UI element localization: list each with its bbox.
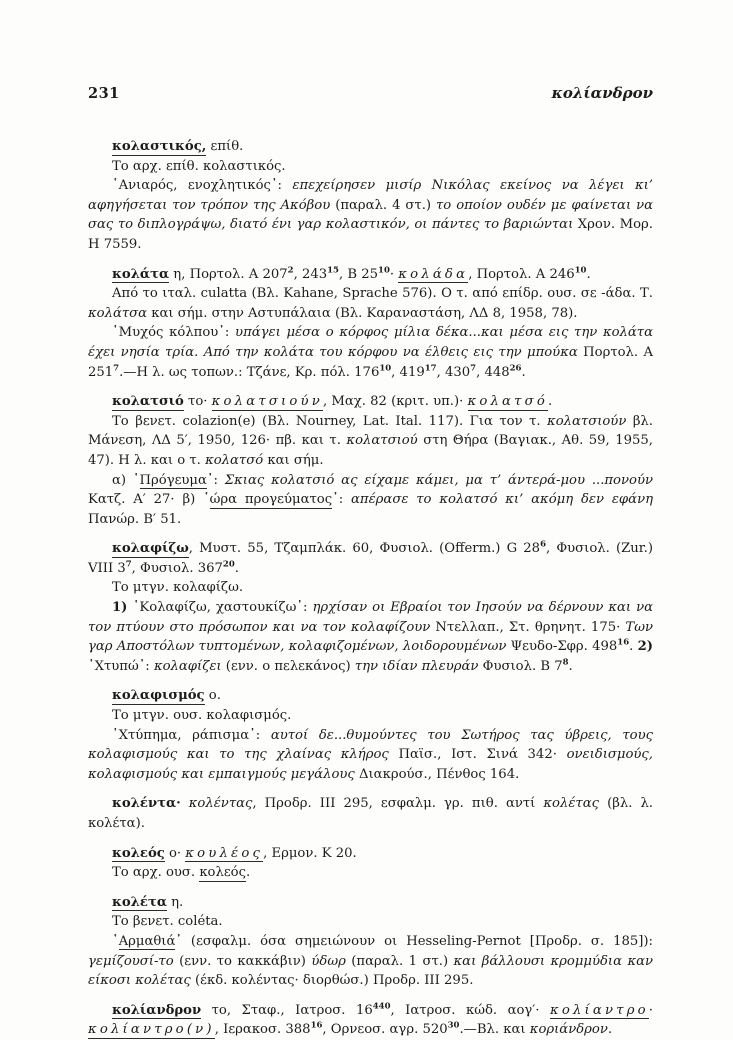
- plain-segment: ῾Κολαφίζω, χαστουκίζω᾿:: [132, 600, 313, 616]
- plain-segment: και σήμ.: [267, 452, 324, 468]
- italic-segment: υπάγει μέσα ο κόρφος μίλια δέκα...και μέσα εις την κολάτα έχει νησία τρία. Από την κολάτα του κόρφου να έλθεις εις την μπούκα: [88, 325, 653, 360]
- italic-segment: κοριάνδρον: [529, 1022, 608, 1038]
- plain-segment: η, Πορτολ. Α 207: [169, 266, 288, 282]
- paragraph: [88, 863, 653, 883]
- sup-segment: 30: [447, 1020, 460, 1031]
- paragraph: [88, 706, 653, 726]
- plain-segment: (έκδ. κολέντας· διορθώσ.) Προδρ. III 295.: [195, 973, 474, 989]
- plain-segment: .: [548, 394, 553, 410]
- plain-segment: η.: [166, 894, 184, 910]
- bold-segment: κολέντα·: [112, 796, 181, 812]
- plain-segment: , Φυσιολ. 367: [131, 560, 223, 576]
- paragraph: [88, 726, 653, 785]
- italic-segment: γεμίζουσί-το: [88, 953, 180, 969]
- paragraph: [88, 539, 653, 578]
- plain-segment: Κατζ. Α′ 27· β) ῾: [88, 492, 210, 508]
- plain-segment: .: [607, 1022, 613, 1038]
- plain-segment: , Πορτολ. Α 246: [468, 266, 575, 282]
- bold-segment: 1): [112, 600, 133, 616]
- italic-segment: απέρασε το κολατσό κι’ ακόμη δεν εφάνη: [351, 492, 653, 508]
- italic-segment: κολέτας: [543, 796, 608, 812]
- italic-segment: κολατσιού: [346, 433, 424, 449]
- plain-segment: το, Σταφ., Ιατροσ. 16: [201, 1002, 373, 1018]
- plain-segment: ᾿:: [332, 492, 352, 508]
- sup-segment: 10: [379, 363, 392, 374]
- plain-segment: ·: [389, 266, 399, 282]
- dictionary-entry: [88, 686, 653, 784]
- plain-segment: βλ. Μάνεση, ΛΔ 5′, 1950, 126· πβ. και τ.: [88, 413, 653, 449]
- entries-container: [88, 137, 653, 1040]
- page-number: 231: [88, 85, 120, 102]
- paragraph: [88, 844, 653, 864]
- spaced-segment: κολατσιούν: [211, 394, 323, 410]
- paragraph: [88, 323, 653, 382]
- plain-segment: , 448: [476, 364, 510, 380]
- plain-segment: Το αρχ. επίθ. κολαστικός.: [112, 158, 286, 174]
- plain-segment: Χρον. Μορ. Η 7559.: [88, 217, 653, 252]
- italic-segment: κολατσό: [205, 452, 268, 468]
- plain-segment: ῾: [112, 933, 119, 949]
- italic-segment: την ιδίαν πλευράν: [354, 658, 483, 674]
- sup-segment: 16: [310, 1020, 323, 1031]
- plain-segment: ῾Μυχός κόλπου᾿:: [112, 325, 236, 341]
- plain-segment: Διακρούσ., Πένθος 164.: [358, 766, 520, 782]
- italic-segment: κολατσιούν: [547, 413, 633, 429]
- plain-segment: .: [521, 364, 526, 380]
- sup-segment: 15: [327, 265, 339, 276]
- plain-segment: , Β 25: [338, 266, 379, 282]
- head-segment: κολίανδρον: [112, 1002, 202, 1018]
- head-segment: κολεός: [112, 845, 165, 861]
- sup-segment: 7: [470, 363, 477, 374]
- paragraph: [88, 598, 653, 676]
- under-segment: Πρόγευμα: [139, 472, 207, 488]
- plain-segment: ῾Χτυπώ᾿:: [88, 658, 154, 674]
- italic-segment: Των γαρ Αποστόλων τυπτομένων, κολαφιζομένων, λοιδορουμένων: [88, 619, 653, 655]
- plain-segment: ο·: [164, 845, 186, 861]
- under-segment: Αρμαθιά: [118, 933, 176, 949]
- head-segment: κολαστικός,: [112, 139, 207, 154]
- plain-segment: , 419: [391, 364, 425, 380]
- plain-segment: .: [246, 865, 251, 881]
- sup-segment: 10: [574, 265, 587, 276]
- head-segment: κολαφισμός: [112, 688, 205, 704]
- plain-segment: , 430: [436, 364, 471, 380]
- sup-segment: 7: [125, 559, 132, 570]
- spaced-segment: κουλέος: [185, 845, 264, 861]
- sup-segment: 20: [222, 559, 235, 570]
- italic-segment: κολαφίζει: [153, 658, 226, 674]
- plain-segment: Ντελλαπ., Στ. θρηνητ. 175·: [435, 619, 626, 635]
- paragraph: [88, 265, 653, 285]
- plain-segment: Το μτγν. ουσ. κολαφισμός.: [112, 708, 292, 724]
- sup-segment: 17: [424, 363, 437, 374]
- sup-segment: 16: [617, 637, 630, 648]
- plain-segment: Πορτολ. Α 251: [88, 344, 653, 380]
- plain-segment: (ενν. το κακκάβιν): [179, 953, 312, 969]
- spaced-segment: κολατσό: [467, 394, 549, 410]
- plain-segment: (παραλ. 4 στ.): [335, 197, 436, 213]
- plain-segment: Από το ιταλ. culatta (Βλ. Kahane, Sprache 576). Ο τ. από επίδρ. ουσ. σε -άδα. Τ.: [112, 286, 653, 302]
- plain-segment: .: [586, 266, 591, 282]
- italic-segment: και βάλλουσι κρομμύδια καν είκοσι κολέτας: [88, 953, 654, 989]
- head-segment: κολάτα: [112, 266, 170, 282]
- plain-segment: , Ιατροσ. κώδ. αογ′·: [390, 1002, 550, 1018]
- running-head: κολίανδρον: [551, 84, 653, 102]
- plain-segment: Το αρχ. ουσ.: [112, 865, 200, 881]
- plain-segment: ῾Ανιαρός, ενοχλητικός᾿:: [112, 178, 293, 194]
- plain-segment: .: [234, 560, 239, 576]
- plain-segment: ·: [648, 1002, 653, 1018]
- under-segment: ώρα προγεύματος: [209, 492, 333, 508]
- plain-segment: , Μυστ. 55, Τζαμπλάκ. 60, Φυσιολ. (Offerm.) G 28: [188, 541, 541, 557]
- plain-segment: .—Βλ. και: [459, 1022, 530, 1038]
- plain-segment: ῾Χτύπημα, ράπισμα᾿:: [112, 727, 271, 743]
- spaced-segment: κολάδα: [398, 266, 469, 282]
- plain-segment: , 243: [293, 266, 328, 282]
- sup-segment: 10: [378, 265, 390, 276]
- dictionary-entry: [88, 539, 653, 676]
- italic-segment: ύδωρ: [311, 953, 352, 969]
- dictionary-entry: [88, 844, 653, 883]
- spaced-segment: κολίαντρο: [549, 1002, 649, 1018]
- dictionary-entry: [88, 794, 653, 833]
- plain-segment: (παραλ. 1 στ.): [351, 953, 454, 969]
- paragraph: [88, 176, 653, 254]
- italic-segment: το οποίον ουδέν με φαίνεται να σας το διπλογράψω, διατό ένι γαρ κολαστικόν, οι πάντες το βαριώνται: [88, 197, 654, 233]
- plain-segment: ο.: [204, 688, 221, 704]
- plain-segment: , Φυσιολ. (Zur.) VIII 3: [88, 541, 653, 576]
- paragraph: [88, 284, 653, 323]
- page-header: [88, 84, 653, 102]
- under-segment: κολεός: [199, 865, 247, 881]
- plain-segment: , Μαχ. 82 (κριτ. υπ.)·: [322, 394, 468, 410]
- italic-segment: κολέντας: [188, 796, 253, 812]
- paragraph: [88, 392, 653, 412]
- paragraph: [88, 686, 653, 706]
- paragraph: [88, 794, 653, 833]
- sup-segment: 6: [540, 539, 546, 550]
- sup-segment: 440: [372, 1001, 391, 1012]
- plain-segment: Πανώρ. Β′ 51.: [88, 511, 182, 527]
- plain-segment: στη Θήρα (Βαγιακ., Αθ. 59, 1955, 47). Η λ. και ο τ.: [88, 433, 653, 468]
- plain-segment: .: [629, 639, 638, 655]
- plain-segment: Ψευδο-Σφρ. 498: [510, 639, 618, 655]
- plain-segment: (ενν. ο πελεκάνος): [225, 658, 355, 674]
- plain-segment: ᾿:: [206, 472, 225, 488]
- plain-segment: .—Η λ. ως τοπων.: Τζάνε, Κρ. πόλ. 176: [119, 364, 380, 380]
- head-segment: κολατσιό: [112, 394, 184, 410]
- plain-segment: (βλ. λ. κολέτα).: [88, 796, 654, 831]
- paragraph: [88, 1001, 653, 1040]
- plain-segment: , Ερμον. Κ 20.: [263, 845, 357, 861]
- sup-segment: 8: [562, 657, 569, 668]
- dictionary-entry: [88, 893, 653, 991]
- head-segment: κολέτα: [112, 894, 167, 910]
- sup-segment: 2: [287, 265, 294, 276]
- italic-segment: ονειδισμούς, κολαφισμούς και εμπαιγμούς μεγάλους: [88, 747, 653, 782]
- paragraph: [88, 893, 653, 913]
- italic-segment: Σκιας κολατσιό ας είχαμε κάμει, μα τ’ άντερά-μου ...πονούν: [224, 472, 653, 488]
- paragraph: [88, 412, 653, 471]
- paragraph: [88, 157, 653, 177]
- paragraph: [88, 912, 653, 932]
- paragraph: [88, 932, 653, 991]
- italic-segment: αυτοί δε...θυμούντες του Σωτήρος τας ύβρεις, τους κολαφισμούς και το της χλαίνας κλήρος: [88, 727, 653, 763]
- plain-segment: Το μτγν. κολαφίζω.: [112, 580, 244, 596]
- plain-segment: [181, 796, 189, 811]
- plain-segment: , Ιερακοσ. 388: [214, 1022, 311, 1038]
- plain-segment: , Ορνεοσ. αγρ. 520: [322, 1022, 448, 1038]
- plain-segment: επίθ.: [206, 139, 244, 154]
- plain-segment: α) ῾: [112, 472, 140, 488]
- spaced-segment: κολίαντρο(ν): [88, 1022, 215, 1038]
- plain-segment: .: [568, 658, 573, 674]
- plain-segment: Φυσιολ. Β 7: [482, 658, 563, 674]
- dictionary-entry: [88, 265, 653, 383]
- paragraph: [88, 137, 653, 157]
- plain-segment: ᾿ (εσφαλμ. όσα σημειώνουν οι Hesseling-Pernot [Προδρ. σ. 185]):: [175, 933, 653, 949]
- plain-segment: , Προδρ. III 295, εσφαλμ. γρ. πιθ. αντί: [252, 796, 544, 812]
- italic-segment: ηρχίσαν οι Εβραίοι τον Ιησούν να δέρνουν και να τον πτύουν στο πρόσωπον και να τον κολαφίζουν: [88, 600, 654, 635]
- sup-segment: 26: [509, 363, 522, 374]
- italic-segment: κολάτσα: [88, 305, 152, 321]
- head-segment: κολαφίζω: [112, 541, 189, 557]
- paragraph: [88, 471, 653, 530]
- bold-segment: 2): [637, 639, 654, 655]
- sup-segment: 7: [113, 363, 120, 374]
- italic-segment: επεχείρησεν μισίρ Νικόλας εκείνος να λέγει κι’ αφηγήσεται τον τρόπον της Ακόβου: [88, 178, 653, 213]
- dictionary-entry: [88, 1001, 653, 1040]
- plain-segment: Το βενετ. coléta.: [112, 914, 223, 930]
- plain-segment: και σήμ. στην Αστυπάλαια (Βλ. Καραναστάση, ΛΔ 8, 1958, 78).: [151, 305, 578, 321]
- paragraph: [88, 578, 653, 598]
- plain-segment: το·: [183, 394, 212, 410]
- dictionary-entry: [88, 137, 653, 255]
- dictionary-entry: [88, 392, 653, 529]
- plain-segment: Το βενετ. colazion(e) (Βλ. Nourney, Lat. Ital. 117). Για τον τ.: [112, 413, 548, 429]
- plain-segment: Παϊσ., Ιστ. Σινά 342·: [398, 747, 567, 763]
